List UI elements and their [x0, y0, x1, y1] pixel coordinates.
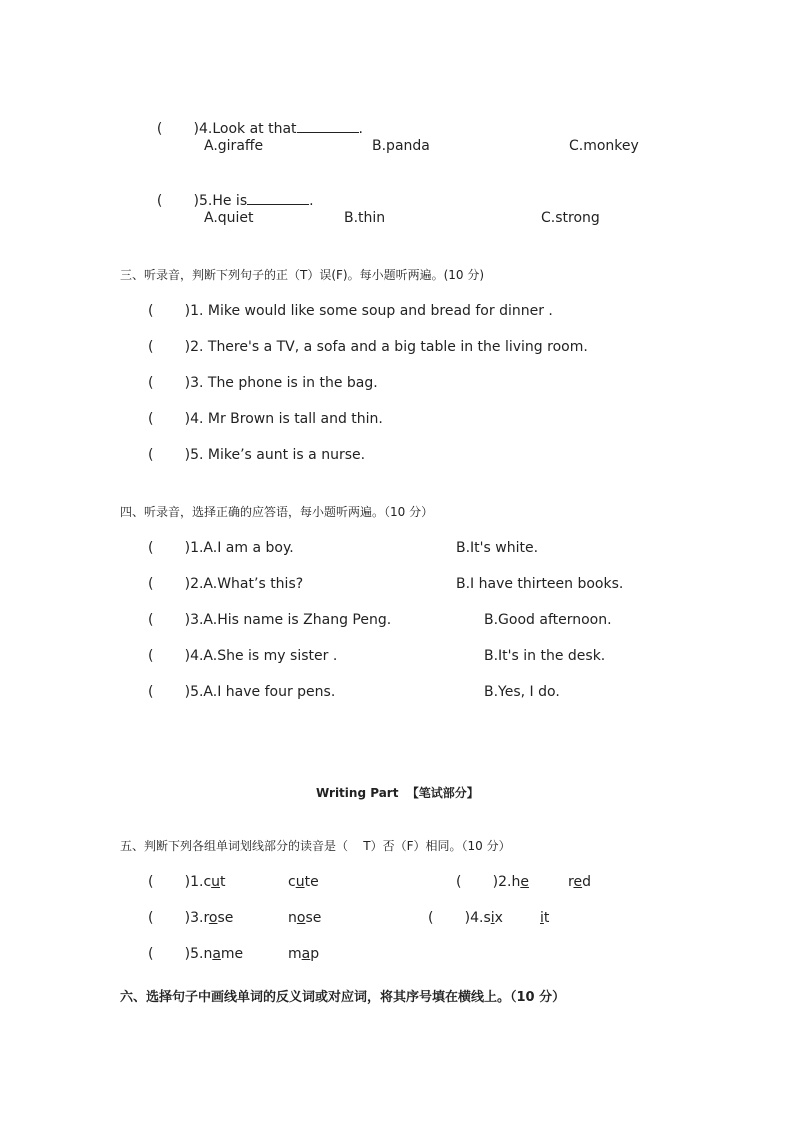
- list-item: ( )1.cut: [148, 874, 226, 890]
- section-6-heading: 六、选择句子中画线单词的反义词或对应词，将其序号填在横线上。（10 分）: [120, 990, 566, 1005]
- option-b: B.thin: [344, 210, 386, 226]
- list-item: ( )4.A.She is my sister .: [148, 648, 338, 664]
- answer-paren[interactable]: ( ): [428, 910, 471, 926]
- list-item: ( )1. Mike would like some soup and bread for dinner .: [148, 303, 553, 319]
- answer-paren[interactable]: ( ): [148, 303, 191, 319]
- answer-blank[interactable]: [247, 191, 309, 205]
- list-item: ( )2. There's a TV, a sofa and a big table in the living room.: [148, 339, 588, 355]
- answer-paren[interactable]: ( ): [456, 874, 499, 890]
- question-text: 5.He is: [198, 193, 248, 209]
- answer-paren[interactable]: ( ): [148, 612, 191, 628]
- question-5: ( )5.He is .: [156, 193, 314, 209]
- list-item: ( )3.A.His name is Zhang Peng.: [148, 612, 392, 628]
- section-3-heading: 三、听录音，判断下列句子的正（T）误(F)。每小题听两遍。(10 分): [120, 268, 485, 282]
- answer-blank[interactable]: [297, 119, 359, 133]
- section-5-heading: 五、判断下列各组单词划线部分的读音是（ T）否（F）相同。（10 分）: [120, 839, 511, 853]
- answer-paren[interactable]: ( ): [148, 447, 191, 463]
- list-item: ( )3. The phone is in the bag.: [148, 375, 378, 391]
- list-item: ( )3.rose: [148, 910, 234, 926]
- word: red: [568, 874, 591, 890]
- option-c: C.monkey: [569, 138, 639, 154]
- option-b: B.It's white.: [456, 540, 539, 556]
- list-item: ( )2.he: [456, 874, 529, 890]
- answer-paren[interactable]: ( ): [148, 874, 191, 890]
- answer-paren[interactable]: ( ): [148, 375, 191, 391]
- list-item: ( )2.A.What’s this?: [148, 576, 304, 592]
- word: cute: [288, 874, 319, 890]
- answer-paren[interactable]: ( ): [148, 910, 191, 926]
- word: it: [540, 910, 550, 926]
- answer-paren: ( ): [156, 121, 199, 137]
- list-item: ( )5. Mike’s aunt is a nurse.: [148, 447, 366, 463]
- option-b: B.It's in the desk.: [484, 648, 606, 664]
- option-a: A.quiet: [204, 210, 254, 226]
- answer-paren[interactable]: ( ): [148, 946, 191, 962]
- word: nose: [288, 910, 322, 926]
- question-text: 4.Look at that: [198, 121, 297, 137]
- question-4: ( )4.Look at that .: [156, 121, 363, 137]
- answer-paren[interactable]: ( ): [148, 648, 191, 664]
- list-item: ( )5.A.I have four pens.: [148, 684, 336, 700]
- option-b: B.I have thirteen books.: [456, 576, 624, 592]
- word: map: [288, 946, 320, 962]
- answer-paren: ( ): [156, 193, 199, 209]
- section-4-heading: 四、听录音，选择正确的应答语，每小题听两遍。（10 分）: [120, 505, 434, 519]
- list-item: ( )4. Mr Brown is tall and thin.: [148, 411, 383, 427]
- list-item: ( )5.name: [148, 946, 244, 962]
- option-a: A.giraffe: [204, 138, 264, 154]
- option-c: C.strong: [541, 210, 600, 226]
- answer-paren[interactable]: ( ): [148, 540, 191, 556]
- answer-paren[interactable]: ( ): [148, 411, 191, 427]
- list-item: ( )4.six: [428, 910, 503, 926]
- option-b: B.Yes, I do.: [484, 684, 560, 700]
- answer-paren[interactable]: ( ): [148, 576, 191, 592]
- answer-paren[interactable]: ( ): [148, 339, 191, 355]
- option-b: B.Good afternoon.: [484, 612, 612, 628]
- option-b: B.panda: [372, 138, 430, 154]
- writing-part-title: Writing Part 【笔试部分】: [316, 786, 479, 800]
- answer-paren[interactable]: ( ): [148, 684, 191, 700]
- list-item: ( )1.A.I am a boy.: [148, 540, 294, 556]
